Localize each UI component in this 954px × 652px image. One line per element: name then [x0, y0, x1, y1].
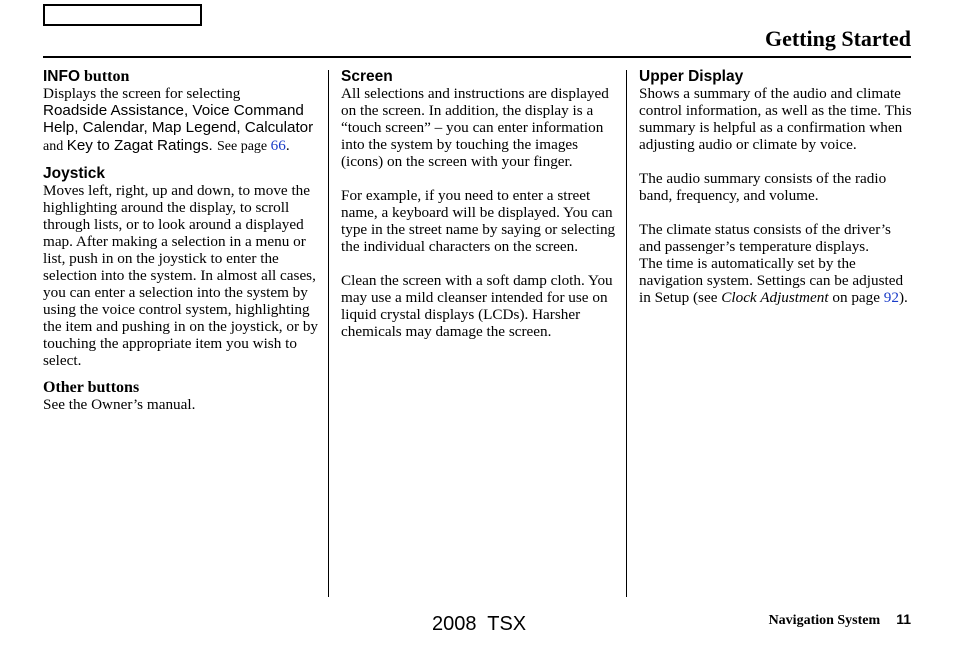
screen-text-3: Clean the screen with a soft damp cloth. You may use a mild cleanser intended for use on liquid crystal displays (LCDs). Harsher chemicals may damage the screen.: [341, 272, 613, 340]
screen-text-1: All selections and instructions are displayed on the screen. In addition, the display is a “touch screen” – you can enter information into the system by touching the images (icons) on the screen with your finger.: [341, 85, 609, 170]
other-buttons-text: See the Owner’s manual.: [43, 396, 196, 413]
page-title: Getting Started: [764, 26, 911, 51]
header-rule: [43, 56, 911, 58]
footer-model: 2008 TSX: [432, 613, 527, 635]
upper-display-text-4: The time is automatically set by the navigation system. Settings can be adjusted in Setup (see Clock Adjustment on page 92).: [639, 255, 908, 306]
info-button-text: Displays the screen for selecting Roadside Assistance, Voice Command Help, Calendar, Map Legend, Calculator and Key to Zagat Ratings. See page 66.: [43, 85, 314, 154]
page-66-link[interactable]: 66: [270, 137, 286, 154]
page-number: 11: [896, 611, 911, 627]
screen-heading: Screen: [341, 68, 393, 85]
column-divider-1: [328, 70, 329, 597]
column-middle: [341, 68, 617, 340]
column-left: [43, 68, 321, 413]
joystick-heading: Joystick: [43, 165, 106, 182]
other-buttons-heading: Other buttons: [43, 379, 140, 396]
header-tab-box: [43, 4, 202, 26]
screen-text-2: For example, if you need to enter a street name, a keyboard will be displayed. You can type in the street name by saying or selecting the individual characters on the screen.: [341, 187, 616, 255]
upper-display-text-1: Shows a summary of the audio and climate control information, as well as the time. This summary is helpful as a confirmation when adjusting audio or climate by voice.: [639, 85, 912, 153]
joystick-text: Moves left, right, up and down, to move the highlighting around the display, to scroll through lists, or to look around a displayed map. After making a selection in a menu or list, push in on the joystick to enter the selection into the system. In almost all cases, you can enter a selection into the system by using the voice control system, highlighting the item and pushing in on the joystick, or by touching the appropriate item you wish to select.: [43, 182, 319, 369]
upper-display-text-2: The audio summary consists of the radio band, frequency, and volume.: [639, 170, 887, 204]
footer-section: Navigation System 11: [768, 611, 911, 628]
column-divider-2: [626, 70, 627, 597]
upper-display-heading: Upper Display: [639, 68, 744, 85]
column-right: [639, 68, 915, 306]
page-92-link[interactable]: 92: [883, 289, 899, 306]
info-button-heading: INFO button: [43, 68, 130, 85]
upper-display-text-3: The climate status consists of the driver’s and passenger’s temperature displays.: [639, 221, 891, 255]
